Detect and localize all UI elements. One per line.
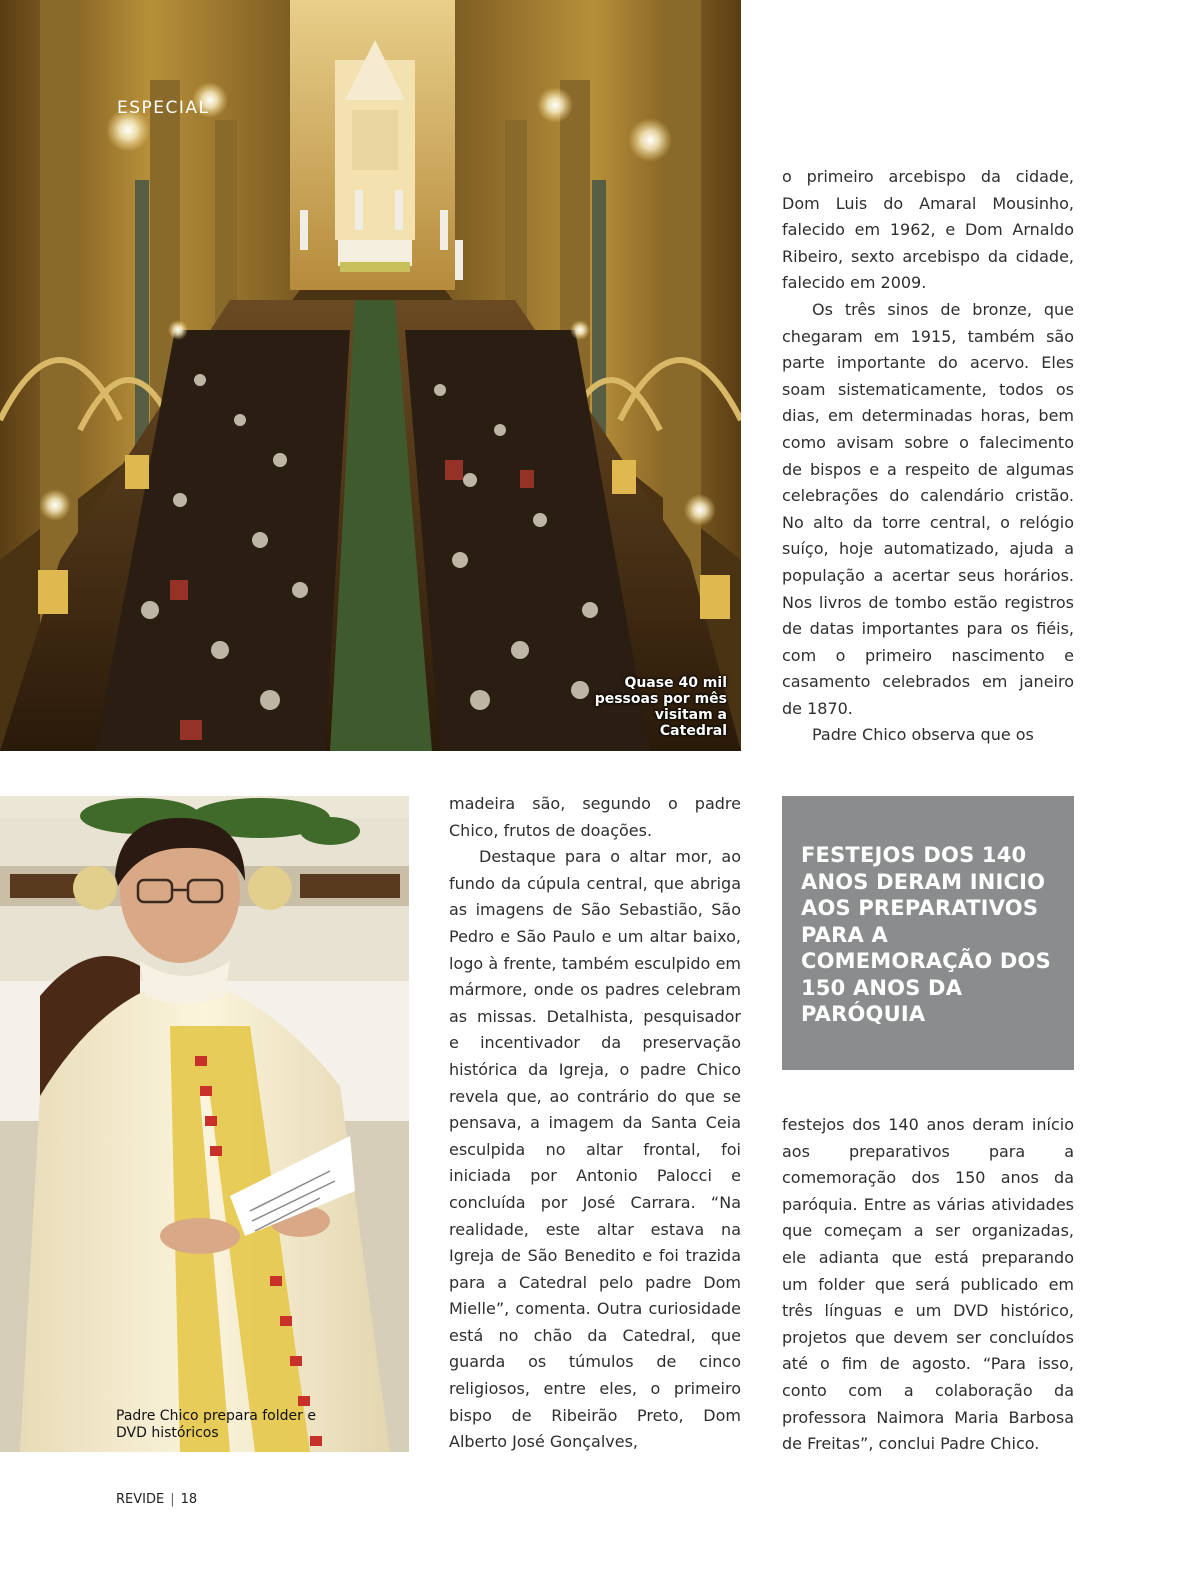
cathedral-photo-caption: Quase 40 mil pessoas por mês visitam a Catedral xyxy=(594,675,727,739)
magazine-name: REVIDE xyxy=(116,1492,165,1507)
paragraph: Os três sinos de bronze, que chegaram em 1915, também são parte importante do acervo. Eles soam sistematicamente, todos os dias, em determinadas horas, bem como avisam sobre o falecimento de bispos e a respeito de algumas celebrações do calendário cristão. No alto da torre central, o relógio suíço, hoje automatizado, ajuda a população a acertar seus horários. Nos livros de tombo estão registros de datas importantes para os fiéis, com o primeiro nascimento e casamento celebrados em janeiro de 1870. xyxy=(782,299,1074,718)
priest-portrait-image xyxy=(0,796,409,1452)
cathedral-photo xyxy=(0,0,741,751)
pull-quote-box xyxy=(782,796,1074,1070)
paragraph: festejos dos 140 anos deram início aos preparativos para a comemoração dos 150 anos da paróquia. Entre as várias atividades que começam a ser organizadas, ele adianta que está preparando um folder que será publicado em três línguas e um DVD histórico, projetos que devem ser concluídos até o fim de agosto. “Para isso, conto com a colaboração da professora Naimora Maria Barbosa de Freitas”, conclui Padre Chico. xyxy=(782,1115,1074,1454)
priest-photo xyxy=(0,796,409,1452)
paragraph: o primeiro arcebispo da cidade, Dom Luis do Amaral Mousinho, falecido em 1962, e Dom Arnaldo Ribeiro, sexto arcebispo da cidade, falecido em 2009. xyxy=(782,167,1074,293)
article-column-middle xyxy=(449,791,741,1456)
article-column-right-top xyxy=(782,164,1074,749)
paragraph: Padre Chico observa que os xyxy=(812,725,1034,745)
paragraph: Destaque para o altar mor, ao fundo da cúpula central, que abriga as imagens de São Sebastião, São Pedro e São Paulo e um altar baixo, logo à frente, também esculpido em mármore, onde os padres celebram as missas. Detalhista, pesquisador e incentivador da preservação histórica da Igreja, o padre Chico revela que, ao contrário do que se pensava, a imagem da Santa Ceia esculpida no altar frontal, foi iniciada por Antonio Palocci e concluída por José Carrara. “Na realidade, este altar estava na Igreja de São Benedito e foi trazida para a Catedral pelo padre Dom Mielle”, comenta. Outra curiosidade está no chão da Catedral, que guarda os túmulos de cinco religiosos, entre eles, o primeiro bispo de Ribeirão Preto, Dom Alberto José Gonçalves, xyxy=(449,847,741,1452)
cathedral-interior-image xyxy=(0,0,741,751)
priest-photo-caption: Padre Chico prepara folder e DVD históricos xyxy=(116,1408,316,1441)
page-footer xyxy=(116,1492,197,1507)
pull-quote-text: FESTEJOS DOS 140 ANOS DERAM INICIO AOS PREPARATIVOS PARA A COMEMORAÇÃO DOS 150 ANOS DA PARÓQUIA xyxy=(801,843,1051,1026)
footer-separator: | xyxy=(170,1492,175,1507)
page-number: 18 xyxy=(180,1492,198,1507)
paragraph: madeira são, segundo o padre Chico, frutos de doações. xyxy=(449,794,741,840)
section-label: ESPECIAL xyxy=(117,98,210,118)
article-column-right-bottom xyxy=(782,1112,1074,1458)
